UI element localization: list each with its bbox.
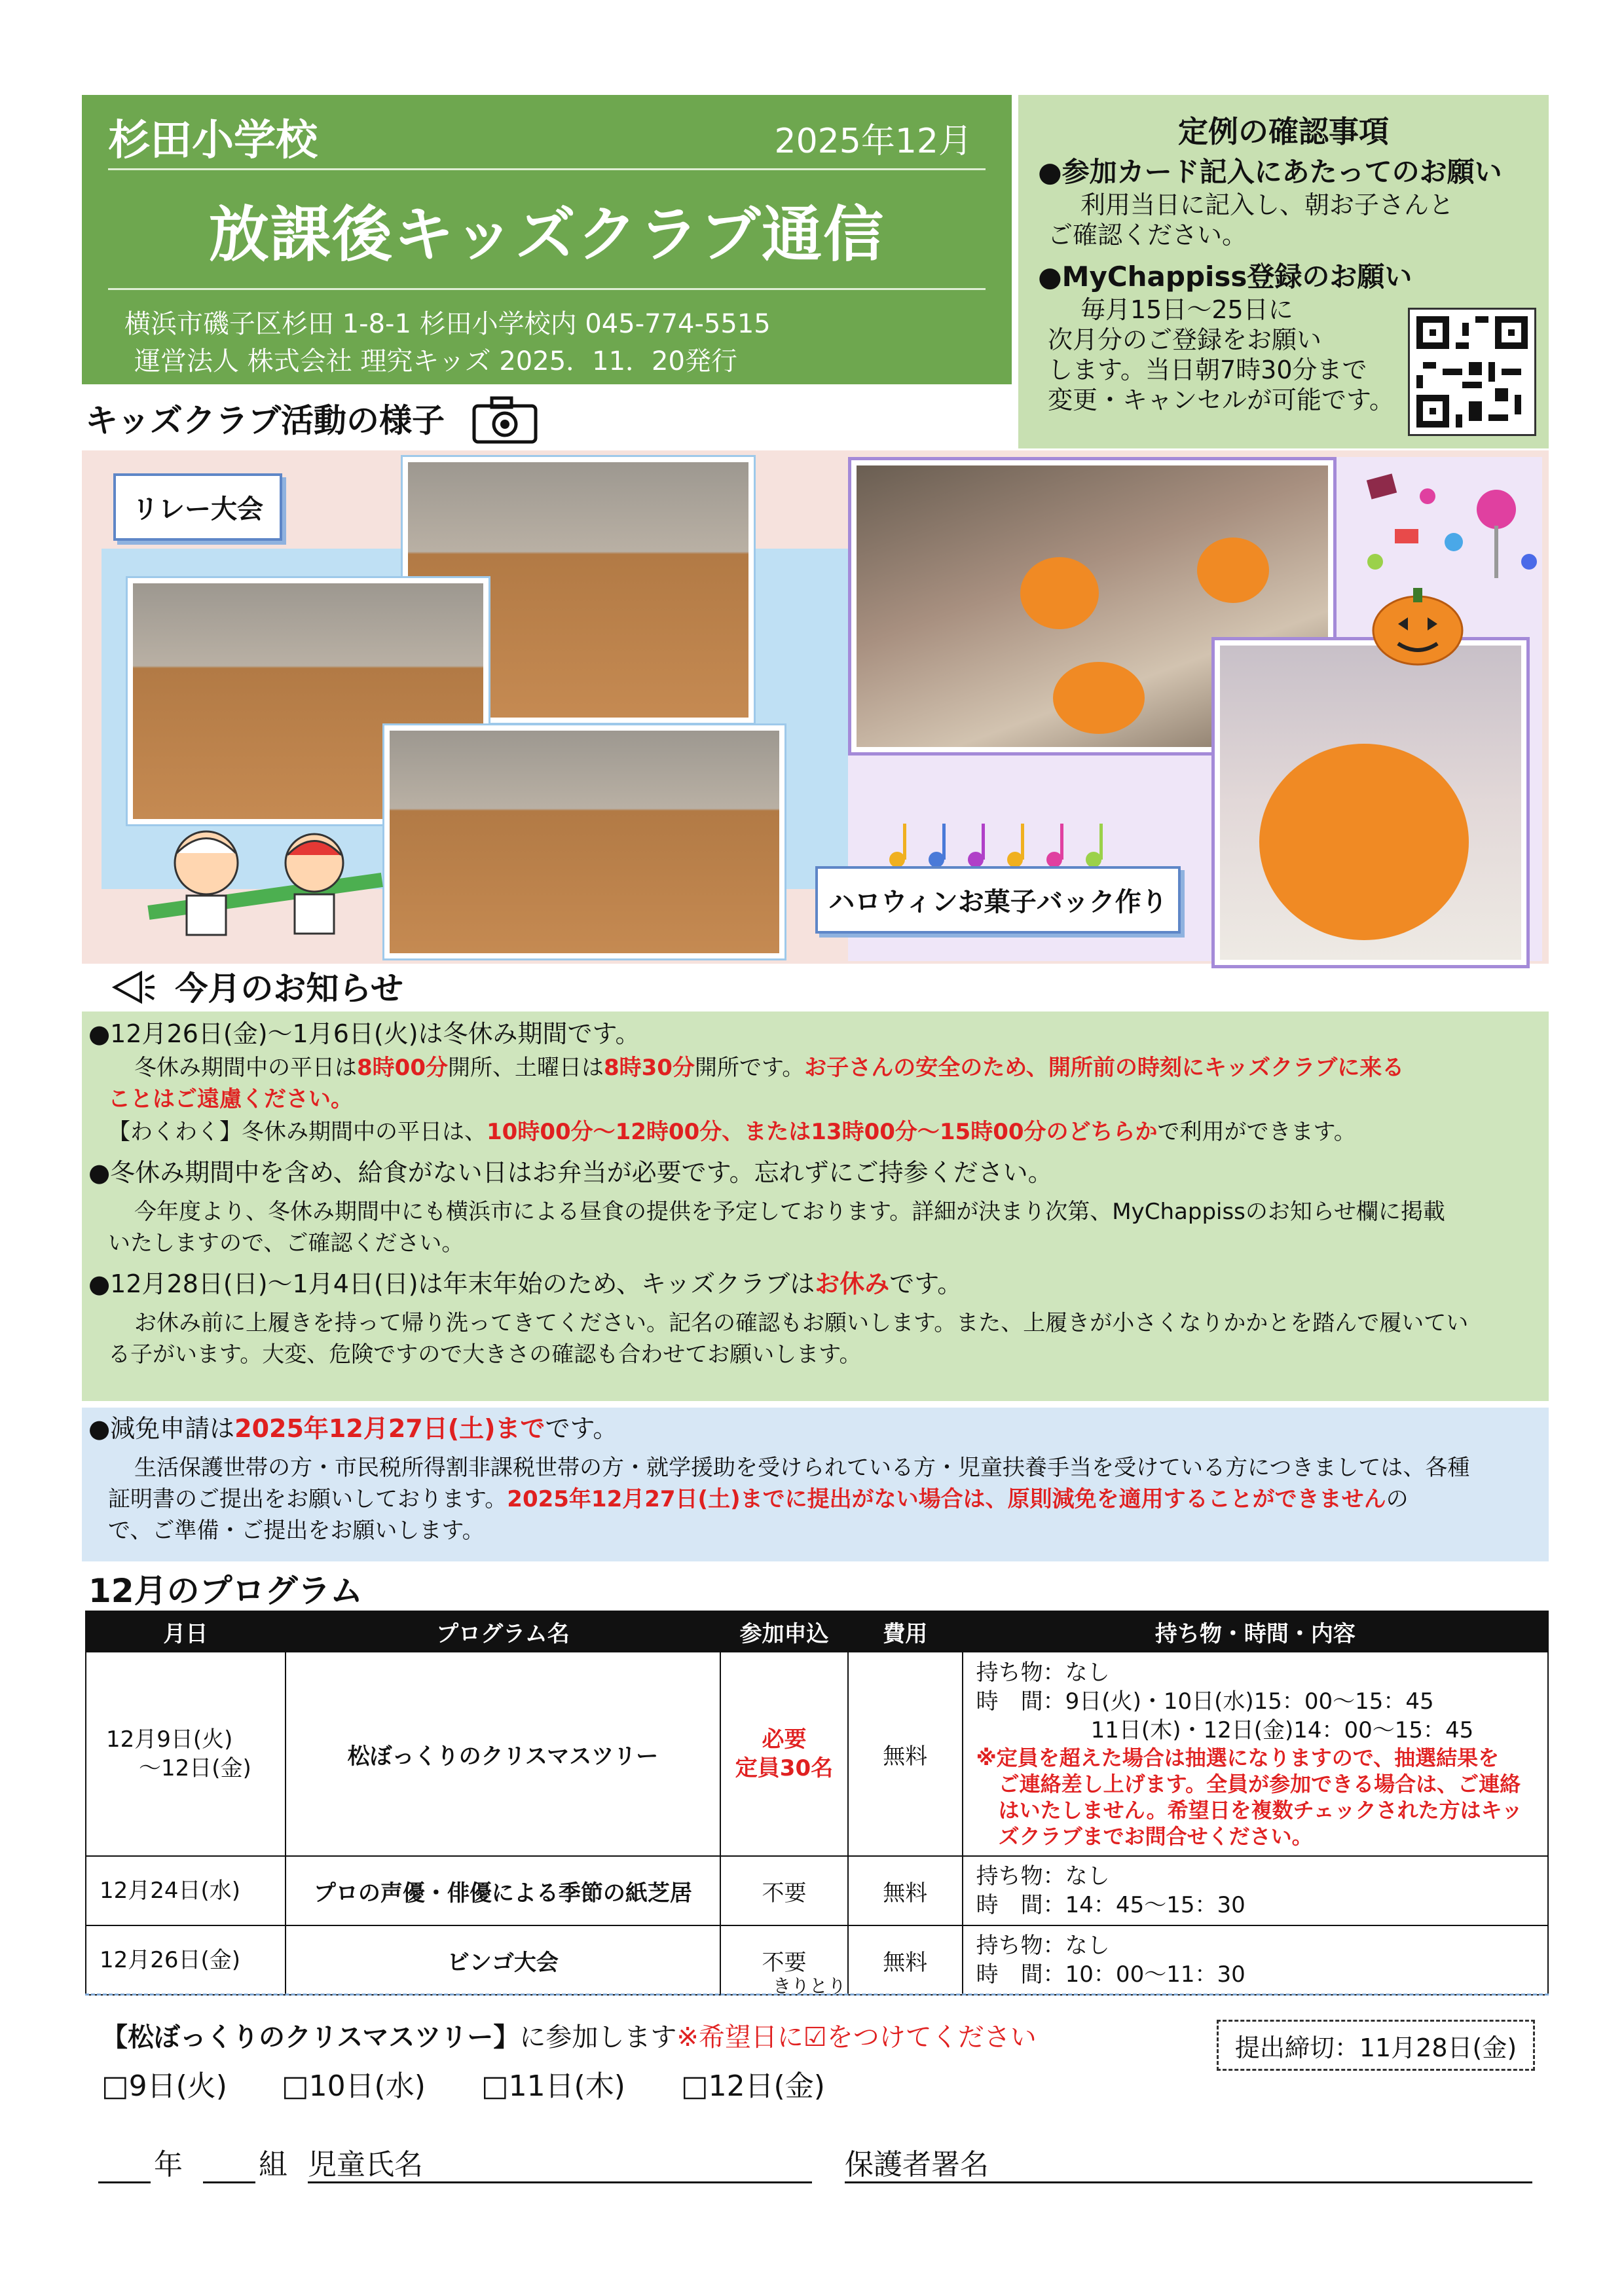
column-header: 月日 bbox=[86, 1611, 286, 1652]
notice-text: ご確認ください。 bbox=[1048, 221, 1247, 249]
program-heading: 12月のプログラム bbox=[88, 1572, 363, 1610]
notice-item-heading: ●参加カード記入にあたってのお願い bbox=[1038, 156, 1502, 188]
news-text bbox=[108, 1116, 1356, 1148]
table-row bbox=[86, 1652, 1548, 1856]
activity-heading-text: キッズクラブ活動の様子 bbox=[85, 401, 445, 440]
guardian-label: 保護者署名 bbox=[845, 2148, 989, 2181]
news-text-highlight: ことはご遠慮ください。 bbox=[108, 1086, 353, 1112]
program-name: ビンゴ大会 bbox=[286, 1925, 720, 1995]
detail-note: ズクラブまでお問合せください。 bbox=[998, 1824, 1313, 1849]
news-text-highlight: 10時00分～12時00分、または13時00分～15時00分のどちらか bbox=[487, 1119, 1158, 1145]
notice-text: します。当日朝7時30分まで bbox=[1048, 355, 1367, 384]
news-text-part: の bbox=[1386, 1486, 1409, 1512]
program-name: 松ぼっくりのクリスマスツリー bbox=[286, 1652, 720, 1856]
program-table bbox=[85, 1611, 1549, 1995]
pumpkin-icon bbox=[1369, 581, 1467, 666]
news-text: 生活保護世帯の方・市民税所得割非課税世帯の方・就学援助を受けられている方・児童扶養手当を受けている方につきましては、各種 bbox=[134, 1455, 1470, 1481]
column-header: プログラム名 bbox=[286, 1611, 720, 1652]
news-text-part: です。 bbox=[545, 1414, 618, 1443]
news-heading bbox=[111, 962, 403, 1015]
apply-instruction: ※希望日に☑をつけてください bbox=[676, 2022, 1037, 2052]
checkbox-day-9[interactable]: □9日(火) bbox=[101, 2069, 227, 2103]
notice-item-heading: ●MyChappiss登録のお願い bbox=[1038, 261, 1412, 293]
column-header: 持ち物・時間・内容 bbox=[963, 1611, 1548, 1652]
detail-line: 持ち物：なし bbox=[976, 1863, 1110, 1889]
music-notes-icon bbox=[884, 814, 1120, 873]
grade-field[interactable] bbox=[98, 2181, 151, 2183]
program-name: プロの声優・俳優による季節の紙芝居 bbox=[286, 1856, 720, 1925]
class-field[interactable] bbox=[203, 2181, 255, 2183]
photo-relay-3 bbox=[384, 725, 784, 958]
address: 横浜市磯子区杉田 1-8-1 杉田小学校内 045-774-5515 bbox=[124, 309, 771, 339]
news-text-highlight: 8時00分 bbox=[357, 1055, 448, 1081]
news-item-heading bbox=[88, 1268, 962, 1300]
program-date bbox=[86, 1652, 286, 1856]
running-kids-illustration bbox=[147, 817, 383, 941]
newsletter-title: 放課後キッズクラブ通信 bbox=[208, 200, 885, 270]
news-text-part: 【わくわく】冬休み期間中の平日は、 bbox=[108, 1119, 487, 1145]
detail-note: はいたしません。希望日を複数チェックされた方はキッ bbox=[998, 1798, 1522, 1823]
news-item-heading: ●冬休み期間中を含め、給食がない日はお弁当が必要です。忘れずにご持参ください。 bbox=[88, 1158, 1053, 1187]
guardian-signature-field[interactable] bbox=[845, 2181, 1532, 2183]
detail-line: 11日(木)・12日(金)14：00～15：45 bbox=[1090, 1717, 1474, 1743]
detail-line: 時 間：14：45～15：30 bbox=[976, 1892, 1246, 1918]
news-text bbox=[134, 1052, 1404, 1084]
program-apply bbox=[720, 1652, 848, 1856]
news-text-part: で利用ができます。 bbox=[1157, 1119, 1356, 1145]
news-text-part: ●12月28日(日)～1月4日(日)は年末年始のため、キッズクラブは bbox=[88, 1269, 815, 1298]
paper-pumpkin bbox=[1053, 662, 1145, 734]
news-text-highlight: お休み bbox=[815, 1269, 890, 1298]
program-date: 12月24日(水) bbox=[86, 1856, 286, 1925]
activity-heading bbox=[85, 393, 541, 453]
detail-line: 時 間：9日(火)・10日(水)15：00～15：45 bbox=[976, 1688, 1434, 1715]
notice-text: 毎月15日～25日に bbox=[1080, 295, 1293, 324]
program-detail bbox=[963, 1925, 1548, 1995]
news-text bbox=[108, 1484, 1409, 1515]
paper-pumpkin bbox=[1020, 557, 1099, 629]
news-text-highlight: お子さんの安全のため、開所前の時刻にキッズクラブに来る bbox=[804, 1055, 1405, 1081]
news-text-part: 開所、土曜日は bbox=[447, 1055, 604, 1081]
news-box bbox=[82, 1011, 1549, 1401]
megaphone-icon bbox=[111, 968, 157, 1015]
notice-title: 定例の確認事項 bbox=[1178, 114, 1389, 149]
qr-code[interactable] bbox=[1408, 308, 1536, 436]
camera-icon bbox=[469, 393, 541, 453]
checkbox-day-10[interactable]: □10日(水) bbox=[282, 2069, 426, 2103]
news-text-part: ●減免申請は bbox=[88, 1414, 235, 1443]
issue-date: 2025年12月 bbox=[774, 122, 972, 161]
program-apply: 不要 bbox=[720, 1925, 848, 1995]
notice-text: 利用当日に記入し、朝お子さんと bbox=[1080, 191, 1454, 219]
news-text-part: 開所です。 bbox=[694, 1055, 805, 1081]
photo-halloween-2 bbox=[1215, 640, 1526, 965]
reduction-notice-box bbox=[82, 1408, 1549, 1561]
news-text: る子がいます。大変、危険ですので大きさの確認も合わせてお願いします。 bbox=[108, 1341, 862, 1368]
school-name: 杉田小学校 bbox=[108, 117, 318, 165]
child-name-field[interactable] bbox=[308, 2181, 812, 2183]
news-text: 今年度より、冬休み期間中にも横浜市による昼食の提供を予定しております。詳細が決まり次第、MyChappissのお知らせ欄に掲載 bbox=[134, 1199, 1445, 1225]
program-fee: 無料 bbox=[848, 1856, 963, 1925]
table-header-row bbox=[86, 1611, 1548, 1652]
news-text: お休み前に上履きを持って帰り洗ってきてください。記名の確認もお願いします。また、上履きが小さくなりかかとを踏んで履いてい bbox=[134, 1310, 1469, 1336]
program-fee: 無料 bbox=[848, 1652, 963, 1856]
notice-text: 次月分のご登録をお願い bbox=[1048, 325, 1322, 354]
divider bbox=[108, 288, 986, 290]
column-header: 費用 bbox=[848, 1611, 963, 1652]
apply-line bbox=[101, 2016, 1037, 2054]
candy-icons bbox=[1356, 470, 1545, 581]
apply-text: に参加します bbox=[519, 2022, 677, 2052]
notice-text: 変更・キャンセルが可能です。 bbox=[1048, 386, 1394, 414]
paper-pumpkin bbox=[1197, 538, 1269, 603]
deadline-box: 提出締切：11月28日(金) bbox=[1217, 2020, 1535, 2071]
detail-line: 持ち物：なし bbox=[976, 1933, 1110, 1959]
regular-notice-box bbox=[1018, 95, 1549, 448]
divider bbox=[108, 168, 986, 170]
news-text-part: です。 bbox=[889, 1269, 963, 1298]
detail-line: 持ち物：なし bbox=[976, 1660, 1110, 1686]
news-item-heading bbox=[88, 1413, 618, 1444]
operator-info: 運営法人 株式会社 理究キッズ 2025．11．20発行 bbox=[134, 346, 737, 376]
program-fee: 無料 bbox=[848, 1925, 963, 1995]
news-text-part: 冬休み期間中の平日は bbox=[134, 1055, 357, 1081]
cut-label: きりとり bbox=[773, 1975, 847, 1997]
detail-note: ご連絡差し上げます。全員が参加できる場合は、ご連絡 bbox=[998, 1772, 1521, 1796]
apply-line: 必要 bbox=[762, 1726, 807, 1753]
class-label: 組 bbox=[259, 2148, 287, 2181]
date-line: 12月9日(火) bbox=[106, 1726, 233, 1753]
table-row bbox=[86, 1856, 1548, 1925]
news-text-highlight: 8時30分 bbox=[603, 1055, 695, 1081]
detail-note: ※定員を超えた場合は抽選になりますので、抽選結果を bbox=[976, 1745, 1500, 1770]
news-text: で、ご準備・ご提出をお願いします。 bbox=[108, 1518, 485, 1544]
program-detail bbox=[963, 1652, 1548, 1856]
header-banner bbox=[82, 95, 1012, 384]
column-header: 参加申込 bbox=[720, 1611, 848, 1652]
program-detail bbox=[963, 1856, 1548, 1925]
grade-label: 年 bbox=[154, 2148, 183, 2181]
checkbox-day-12[interactable]: □12日(金) bbox=[681, 2069, 825, 2103]
apply-line: 定員30名 bbox=[735, 1755, 834, 1781]
child-name-label: 児童氏名 bbox=[308, 2148, 423, 2181]
program-date: 12月26日(金) bbox=[86, 1925, 286, 1995]
detail-line: 時 間：10：00～11：30 bbox=[976, 1961, 1246, 1988]
news-text-highlight: 2025年12月27日(土)まで bbox=[234, 1414, 545, 1443]
apply-program: 【松ぼっくりのクリスマスツリー】 bbox=[101, 2022, 520, 2052]
date-line: ～12日(金) bbox=[139, 1755, 251, 1781]
news-heading-text: 今月のお知らせ bbox=[175, 970, 403, 1008]
news-text-highlight: 2025年12月27日(土)までに提出がない場合は、原則減免を適用することができません bbox=[507, 1486, 1386, 1512]
activity-photo-area bbox=[82, 450, 1549, 964]
news-text-part: 証明書のご提出をお願いしております。 bbox=[108, 1486, 507, 1512]
news-item-heading: ●12月26日(金)～1月6日(火)は冬休み期間です。 bbox=[88, 1019, 640, 1048]
news-text: いたしますので、ご確認ください。 bbox=[108, 1230, 464, 1256]
checkbox-day-11[interactable]: □11日(木) bbox=[481, 2069, 625, 2103]
halloween-label: ハロウィンお菓子バック作り bbox=[815, 866, 1181, 934]
program-apply: 不要 bbox=[720, 1856, 848, 1925]
paper-pumpkin-closeup bbox=[1259, 744, 1469, 940]
relay-label: リレー大会 bbox=[113, 473, 282, 541]
